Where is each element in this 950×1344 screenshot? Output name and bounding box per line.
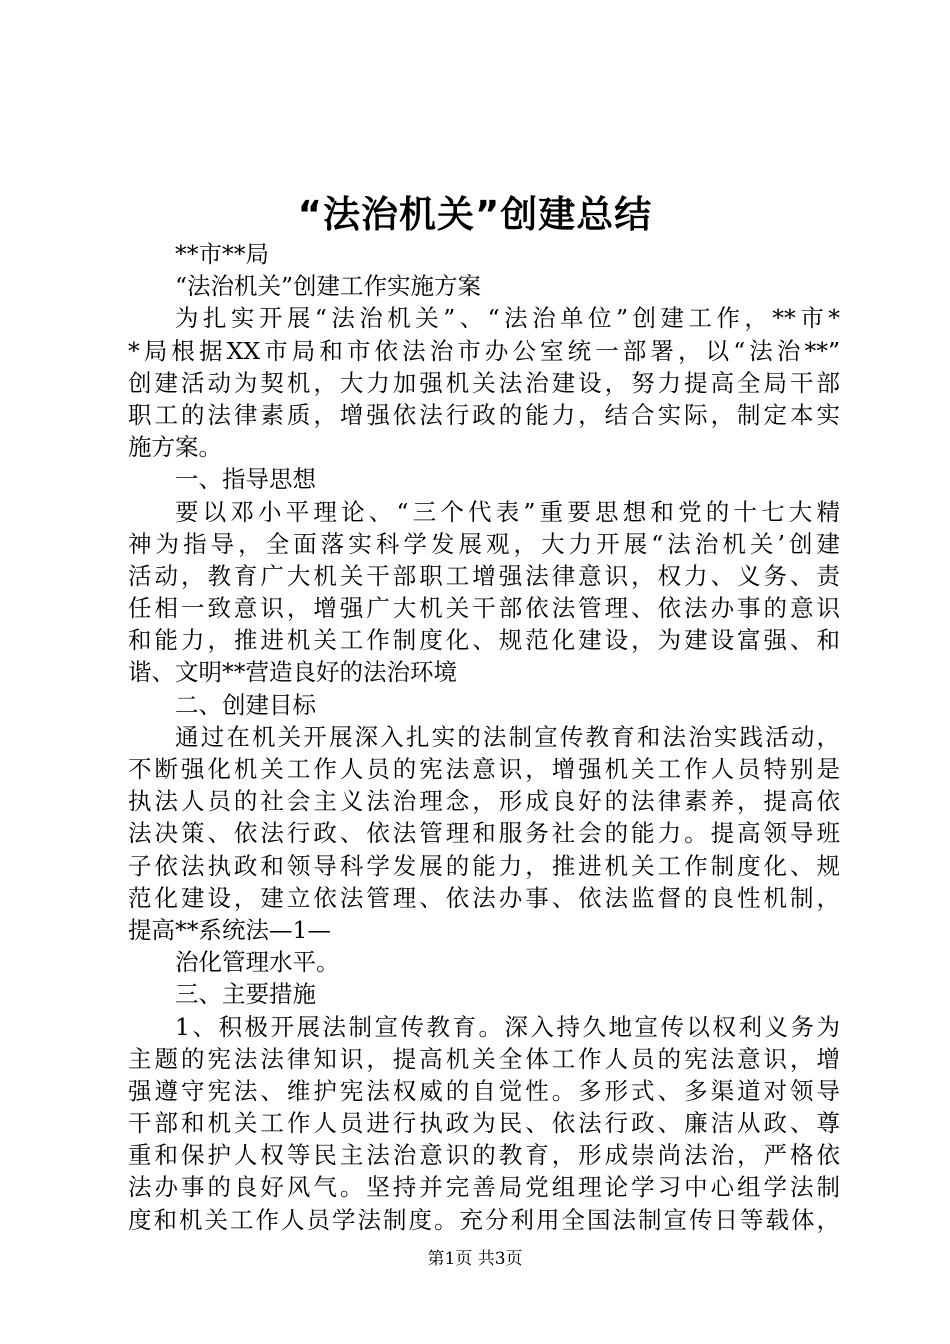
text-line: 子依法执政和领导科学发展的能力，推进机关工作制度化、规 [128,851,840,880]
document-title: “法治机关”创建总结 [297,193,653,236]
document-body [128,238,840,1236]
text-line: 施方案。 [128,433,222,462]
text-line: 1、积极开展法制宣传教育。深入持久地宣传以权利义务为 [175,1012,840,1041]
page-footer: 第1页 共3页 [427,1249,523,1269]
text-line: 执法人员的社会主义法治理念，形成良好的法律素养，提高依 [128,787,840,816]
text-line: 谐、文明**营造良好的法治环境 [128,658,457,687]
text-line: 法办事的良好风气。坚持并完善局党组理论学习中心组学法制 [128,1173,840,1202]
text-line: 范化建设，建立依法管理、依法办事、依法监督的良性机制， [128,883,840,912]
text-line: 度和机关工作人员学法制度。充分利用全国法制宣传日等载体， [128,1205,840,1234]
text-line: 一、指导思想 [175,465,316,494]
text-line: 法决策、依法行政、依法管理和服务社会的能力。提高领导班 [128,819,840,848]
text-line: 提高**系统法—1— [128,915,331,944]
text-line: 二、创建目标 [175,690,316,719]
text-line: 重和保护人权等民主法治意识的教育，形成崇尚法治，严格依 [128,1141,840,1170]
text-line: 要以邓小平理论、“三个代表”重要思想和党的十七大精 [175,497,840,526]
text-line: “法治机关”创建工作实施方案 [175,272,482,301]
text-line: 为扎实开展“法治机关”、“法治单位”创建工作，**市* [175,304,840,333]
text-line: 通过在机关开展深入扎实的法制宣传教育和法治实践活动， [175,722,840,751]
text-line: **市**局 [175,240,269,268]
text-line: 和能力，推进机关工作制度化、规范化建设，为建设富强、和 [128,626,840,655]
text-line: *局根据XX市局和市依法治市办公室统一部署，以“法治**” [128,336,840,365]
text-line: 主题的宪法法律知识，提高机关全体工作人员的宪法意识，增 [128,1044,840,1073]
text-line: 不断强化机关工作人员的宪法意识，增强机关工作人员特别是 [128,755,840,783]
text-line: 干部和机关工作人员进行执政为民、依法行政、廉洁从政、尊 [128,1109,840,1138]
text-line: 治化管理水平。 [175,948,340,977]
text-line: 活动，教育广大机关干部职工增强法律意识，权力、义务、责 [128,561,840,590]
text-line: 创建活动为契机，大力加强机关法治建设，努力提高全局干部 [128,368,840,397]
text-line: 三、主要措施 [175,980,316,1009]
text-line: 任相一致意识，增强广大机关干部依法管理、依法办事的意识 [128,594,840,623]
text-line: 神为指导，全面落实科学发展观，大力开展“法治机关’创建 [128,529,840,558]
text-line: 职工的法律素质，增强依法行政的能力，结合实际，制定本实 [128,400,840,429]
text-line: 强遵守宪法、维护宪法权威的自觉性。多形式、多渠道对领导 [128,1076,840,1105]
